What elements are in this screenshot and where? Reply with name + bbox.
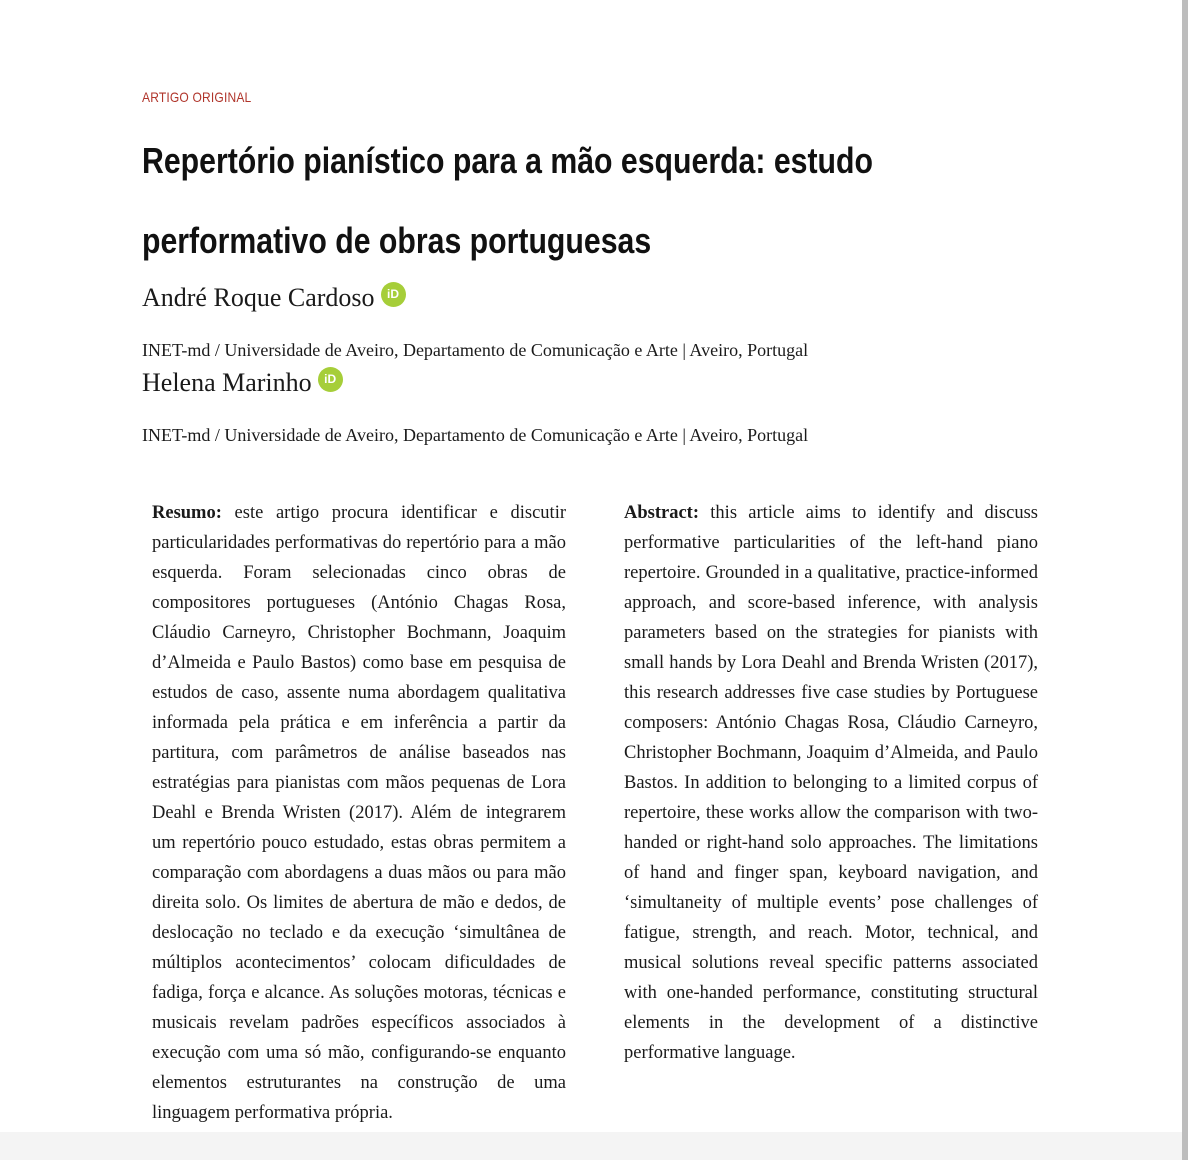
author-name: Helena Marinho — [142, 368, 312, 397]
author-1 — [142, 283, 406, 313]
page-edge — [1182, 0, 1188, 1160]
orcid-icon[interactable]: iD — [318, 367, 343, 392]
resumo-block — [152, 498, 566, 1128]
resumo-label: Resumo: — [152, 503, 235, 523]
article-title-line-2: performativo de obras portuguesas — [142, 220, 652, 261]
article-title-line-1: Repertório pianístico para a mão esquerda: estudo — [142, 140, 873, 181]
author-affiliation: INET-md / Universidade de Aveiro, Departamento de Comunicação e Arte | Aveiro, Portugal — [142, 340, 809, 360]
abstract-block — [624, 498, 1038, 1068]
article-title — [142, 121, 898, 281]
abstract-label: Abstract: — [624, 503, 711, 523]
orcid-icon[interactable]: iD — [381, 282, 406, 307]
author-name: André Roque Cardoso — [142, 283, 375, 312]
author-affiliation: INET-md / Universidade de Aveiro, Departamento de Comunicação e Arte | Aveiro, Portugal — [142, 425, 809, 445]
page-bottom-margin — [0, 1132, 1188, 1160]
article-type-label: ARTIGO ORIGINAL — [142, 89, 252, 105]
author-2 — [142, 368, 343, 398]
resumo-text: este artigo procura identificar e discutir particularidades performativas do repertório para a mão esquerda. Foram selecionadas cinco obras de compositores portugueses (António Chagas Rosa, Cláudio Carneyro, Christopher Bochmann, Joaquim d’Almeida e Paulo Bastos) como base em pesquisa de estudos de caso, assente numa abordagem qualitativa informada pela prática e em inferência a partir da partitura, com parâmetros de análise baseados nas estratégias para pianistas com mãos pequenas de Lora Deahl e Brenda Wristen (2017). Além de integrarem um repertório pouco estudado, estas obras permitem a comparação com abordagens a duas mãos ou para mão direita solo. Os limites de abertura de mão e dedos, de deslocação no teclado e da execução ‘simultânea de múltiplos acontecimentos’ colocam dificuldades de fadiga, força e alcance. As soluções motoras, técnicas e musicais revelam padrões específicos associados à execução com uma só mão, configurando-se enquanto elementos estruturantes na construção de uma linguagem performativa própria. — [152, 503, 566, 1123]
abstract-text: this article aims to identify and discuss performative particularities of the left-hand piano repertoire. Grounded in a qualitative, practice-informed approach, and score-based inference, with analysis parameters based on the strategies for pianists with small hands by Lora Deahl and Brenda Wristen (2017), this research addresses five case studies by Portuguese composers: António Chagas Rosa, Cláudio Carneyro, Christopher Bochmann, Joaquim d’Almeida, and Paulo Bastos. In addition to belonging to a limited corpus of repertoire, these works allow the comparison with two-handed or right-hand solo approaches. The limitations of hand and finger span, keyboard navigation, and ‘simultaneity of multiple events’ pose challenges of fatigue, strength, and reach. Motor, technical, and musical solutions reveal specific patterns associated with one-handed performance, constituting structural elements in the development of a distinctive performative language. — [624, 503, 1038, 1063]
